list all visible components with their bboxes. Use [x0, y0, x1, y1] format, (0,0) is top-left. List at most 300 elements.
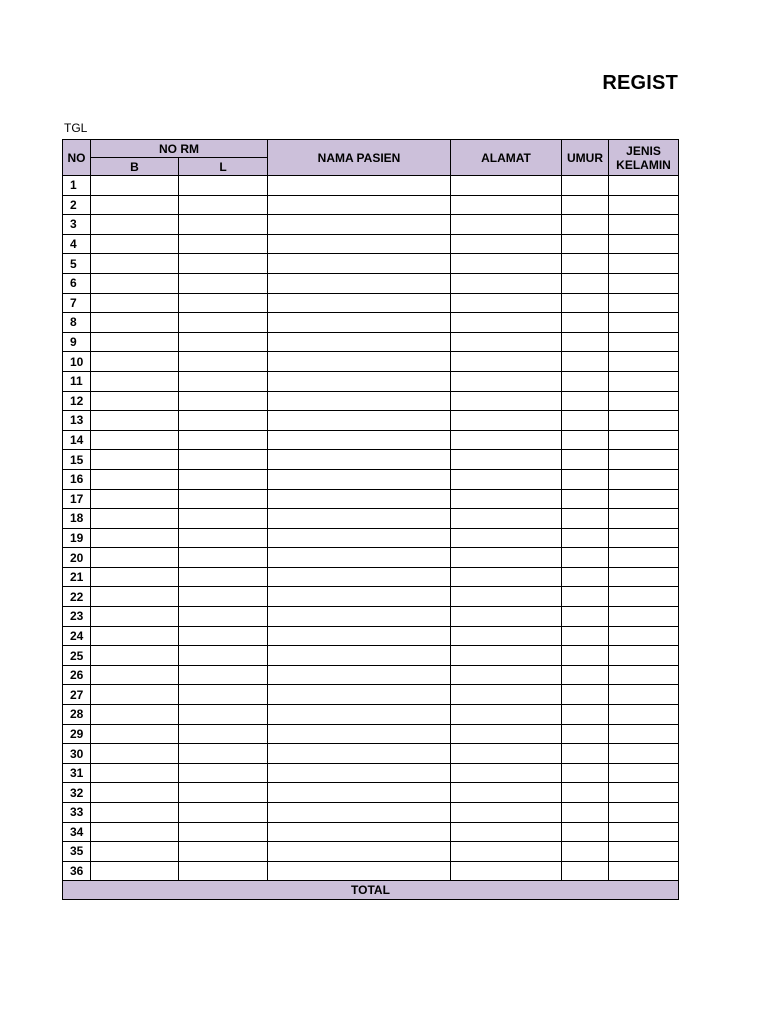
no-rm-b-cell	[91, 234, 179, 254]
umur-cell	[562, 607, 609, 627]
jenis-kelamin-cell	[609, 450, 679, 470]
nama-pasien-cell	[268, 215, 451, 235]
jenis-kelamin-cell	[609, 822, 679, 842]
no-rm-l-cell	[179, 411, 268, 431]
alamat-cell	[451, 313, 562, 333]
nama-pasien-cell	[268, 411, 451, 431]
row-number: 3	[63, 215, 91, 235]
nama-pasien-cell	[268, 705, 451, 725]
jenis-kelamin-cell	[609, 567, 679, 587]
alamat-cell	[451, 450, 562, 470]
table-row	[63, 430, 679, 450]
table-row	[63, 332, 679, 352]
no-rm-b-cell	[91, 861, 179, 881]
no-rm-b-cell	[91, 744, 179, 764]
umur-cell	[562, 430, 609, 450]
no-rm-b-cell	[91, 724, 179, 744]
alamat-cell	[451, 744, 562, 764]
row-number: 22	[63, 587, 91, 607]
header-umur: UMUR	[562, 140, 609, 176]
no-rm-b-cell	[91, 528, 179, 548]
jenis-kelamin-cell	[609, 489, 679, 509]
row-number: 29	[63, 724, 91, 744]
no-rm-b-cell	[91, 665, 179, 685]
row-number: 28	[63, 705, 91, 725]
total-row	[63, 881, 679, 900]
jenis-kelamin-cell	[609, 469, 679, 489]
no-rm-l-cell	[179, 254, 268, 274]
jenis-kelamin-cell	[609, 509, 679, 529]
row-number: 33	[63, 803, 91, 823]
table-row	[63, 215, 679, 235]
no-rm-l-cell	[179, 273, 268, 293]
alamat-cell	[451, 705, 562, 725]
table-row	[63, 352, 679, 372]
umur-cell	[562, 489, 609, 509]
umur-cell	[562, 391, 609, 411]
alamat-cell	[451, 528, 562, 548]
jenis-kelamin-cell	[609, 665, 679, 685]
nama-pasien-cell	[268, 548, 451, 568]
no-rm-b-cell	[91, 705, 179, 725]
umur-cell	[562, 822, 609, 842]
table-row	[63, 273, 679, 293]
no-rm-b-cell	[91, 567, 179, 587]
alamat-cell	[451, 352, 562, 372]
table-row	[63, 842, 679, 862]
no-rm-l-cell	[179, 783, 268, 803]
row-number: 15	[63, 450, 91, 470]
no-rm-l-cell	[179, 176, 268, 196]
alamat-cell	[451, 626, 562, 646]
jenis-kelamin-cell	[609, 371, 679, 391]
no-rm-l-cell	[179, 332, 268, 352]
table-row	[63, 724, 679, 744]
alamat-cell	[451, 489, 562, 509]
row-number: 34	[63, 822, 91, 842]
no-rm-l-cell	[179, 626, 268, 646]
nama-pasien-cell	[268, 371, 451, 391]
header-no-rm-b: B	[91, 158, 179, 176]
umur-cell	[562, 352, 609, 372]
alamat-cell	[451, 861, 562, 881]
no-rm-l-cell	[179, 607, 268, 627]
row-number: 20	[63, 548, 91, 568]
alamat-cell	[451, 195, 562, 215]
alamat-cell	[451, 685, 562, 705]
no-rm-l-cell	[179, 469, 268, 489]
row-number: 23	[63, 607, 91, 627]
alamat-cell	[451, 548, 562, 568]
nama-pasien-cell	[268, 803, 451, 823]
no-rm-b-cell	[91, 763, 179, 783]
document-title: REGIST	[602, 72, 678, 94]
header-alamat: ALAMAT	[451, 140, 562, 176]
jenis-kelamin-cell	[609, 626, 679, 646]
umur-cell	[562, 411, 609, 431]
no-rm-b-cell	[91, 509, 179, 529]
table-row	[63, 548, 679, 568]
table-row	[63, 254, 679, 274]
table-row	[63, 489, 679, 509]
nama-pasien-cell	[268, 509, 451, 529]
nama-pasien-cell	[268, 176, 451, 196]
jenis-kelamin-cell	[609, 273, 679, 293]
alamat-cell	[451, 842, 562, 862]
no-rm-b-cell	[91, 391, 179, 411]
nama-pasien-cell	[268, 861, 451, 881]
row-number: 10	[63, 352, 91, 372]
nama-pasien-cell	[268, 273, 451, 293]
row-number: 14	[63, 430, 91, 450]
table-row	[63, 469, 679, 489]
jenis-kelamin-cell	[609, 646, 679, 666]
row-number: 4	[63, 234, 91, 254]
no-rm-l-cell	[179, 548, 268, 568]
no-rm-b-cell	[91, 626, 179, 646]
alamat-cell	[451, 371, 562, 391]
nama-pasien-cell	[268, 450, 451, 470]
umur-cell	[562, 705, 609, 725]
jenis-kelamin-cell	[609, 313, 679, 333]
row-number: 24	[63, 626, 91, 646]
nama-pasien-cell	[268, 763, 451, 783]
row-number: 9	[63, 332, 91, 352]
jenis-kelamin-cell	[609, 352, 679, 372]
jenis-kelamin-cell	[609, 332, 679, 352]
jenis-kelamin-cell	[609, 803, 679, 823]
umur-cell	[562, 371, 609, 391]
umur-cell	[562, 469, 609, 489]
jenis-kelamin-cell	[609, 783, 679, 803]
table-row	[63, 528, 679, 548]
umur-cell	[562, 254, 609, 274]
row-number: 1	[63, 176, 91, 196]
table-row	[63, 234, 679, 254]
table-row	[63, 411, 679, 431]
row-number: 27	[63, 685, 91, 705]
umur-cell	[562, 744, 609, 764]
jenis-kelamin-cell	[609, 430, 679, 450]
umur-cell	[562, 803, 609, 823]
table-row	[63, 391, 679, 411]
row-number: 30	[63, 744, 91, 764]
alamat-cell	[451, 763, 562, 783]
umur-cell	[562, 528, 609, 548]
row-number: 25	[63, 646, 91, 666]
alamat-cell	[451, 273, 562, 293]
no-rm-l-cell	[179, 724, 268, 744]
table-row	[63, 665, 679, 685]
table-row	[63, 371, 679, 391]
alamat-cell	[451, 567, 562, 587]
jenis-kelamin-cell	[609, 842, 679, 862]
jenis-kelamin-cell	[609, 685, 679, 705]
jenis-kelamin-cell	[609, 763, 679, 783]
alamat-cell	[451, 391, 562, 411]
no-rm-l-cell	[179, 744, 268, 764]
nama-pasien-cell	[268, 626, 451, 646]
umur-cell	[562, 215, 609, 235]
row-number: 16	[63, 469, 91, 489]
jenis-kelamin-cell	[609, 705, 679, 725]
umur-cell	[562, 842, 609, 862]
table-row	[63, 509, 679, 529]
umur-cell	[562, 626, 609, 646]
table-row	[63, 176, 679, 196]
alamat-cell	[451, 783, 562, 803]
jenis-kelamin-cell	[609, 391, 679, 411]
table-row	[63, 626, 679, 646]
row-number: 2	[63, 195, 91, 215]
nama-pasien-cell	[268, 528, 451, 548]
umur-cell	[562, 234, 609, 254]
nama-pasien-cell	[268, 607, 451, 627]
jenis-kelamin-cell	[609, 176, 679, 196]
no-rm-b-cell	[91, 450, 179, 470]
header-jenis-kelamin: JENIS KELAMIN	[609, 140, 679, 176]
jenis-kelamin-cell	[609, 234, 679, 254]
no-rm-b-cell	[91, 411, 179, 431]
alamat-cell	[451, 293, 562, 313]
no-rm-b-cell	[91, 273, 179, 293]
row-number: 11	[63, 371, 91, 391]
jenis-kelamin-cell	[609, 548, 679, 568]
no-rm-l-cell	[179, 665, 268, 685]
nama-pasien-cell	[268, 430, 451, 450]
alamat-cell	[451, 724, 562, 744]
jenis-kelamin-cell	[609, 587, 679, 607]
no-rm-l-cell	[179, 822, 268, 842]
table-row	[63, 705, 679, 725]
alamat-cell	[451, 254, 562, 274]
umur-cell	[562, 587, 609, 607]
alamat-cell	[451, 215, 562, 235]
jenis-kelamin-cell	[609, 607, 679, 627]
alamat-cell	[451, 411, 562, 431]
row-number: 19	[63, 528, 91, 548]
table-row	[63, 685, 679, 705]
no-rm-l-cell	[179, 489, 268, 509]
row-number: 32	[63, 783, 91, 803]
row-number: 17	[63, 489, 91, 509]
umur-cell	[562, 332, 609, 352]
no-rm-l-cell	[179, 450, 268, 470]
nama-pasien-cell	[268, 469, 451, 489]
no-rm-b-cell	[91, 176, 179, 196]
no-rm-b-cell	[91, 195, 179, 215]
table-row	[63, 763, 679, 783]
jenis-kelamin-cell	[609, 411, 679, 431]
jenis-kelamin-cell	[609, 215, 679, 235]
no-rm-l-cell	[179, 215, 268, 235]
nama-pasien-cell	[268, 489, 451, 509]
alamat-cell	[451, 665, 562, 685]
table-row	[63, 313, 679, 333]
no-rm-l-cell	[179, 763, 268, 783]
header-nama-pasien: NAMA PASIEN	[268, 140, 451, 176]
no-rm-l-cell	[179, 371, 268, 391]
jenis-kelamin-cell	[609, 744, 679, 764]
no-rm-b-cell	[91, 371, 179, 391]
umur-cell	[562, 195, 609, 215]
jenis-kelamin-cell	[609, 528, 679, 548]
no-rm-l-cell	[179, 528, 268, 548]
umur-cell	[562, 273, 609, 293]
no-rm-b-cell	[91, 783, 179, 803]
row-number: 18	[63, 509, 91, 529]
umur-cell	[562, 646, 609, 666]
table-row	[63, 646, 679, 666]
header-no-rm: NO RM	[91, 140, 268, 158]
no-rm-b-cell	[91, 607, 179, 627]
register-body	[63, 176, 679, 881]
row-number: 36	[63, 861, 91, 881]
no-rm-l-cell	[179, 842, 268, 862]
nama-pasien-cell	[268, 822, 451, 842]
no-rm-b-cell	[91, 822, 179, 842]
no-rm-l-cell	[179, 705, 268, 725]
no-rm-l-cell	[179, 646, 268, 666]
row-number: 12	[63, 391, 91, 411]
no-rm-b-cell	[91, 842, 179, 862]
table-row	[63, 567, 679, 587]
umur-cell	[562, 176, 609, 196]
no-rm-l-cell	[179, 391, 268, 411]
no-rm-l-cell	[179, 509, 268, 529]
no-rm-l-cell	[179, 430, 268, 450]
nama-pasien-cell	[268, 352, 451, 372]
no-rm-l-cell	[179, 293, 268, 313]
table-row	[63, 803, 679, 823]
jenis-kelamin-cell	[609, 861, 679, 881]
umur-cell	[562, 724, 609, 744]
row-number: 35	[63, 842, 91, 862]
alamat-cell	[451, 646, 562, 666]
no-rm-b-cell	[91, 352, 179, 372]
table-row	[63, 861, 679, 881]
table-row	[63, 822, 679, 842]
umur-cell	[562, 685, 609, 705]
date-label: TGL	[64, 121, 88, 135]
table-row	[63, 607, 679, 627]
nama-pasien-cell	[268, 744, 451, 764]
header-no: NO	[63, 140, 91, 176]
no-rm-l-cell	[179, 195, 268, 215]
row-number: 26	[63, 665, 91, 685]
row-number: 31	[63, 763, 91, 783]
no-rm-l-cell	[179, 352, 268, 372]
umur-cell	[562, 450, 609, 470]
no-rm-b-cell	[91, 646, 179, 666]
no-rm-b-cell	[91, 489, 179, 509]
jenis-kelamin-cell	[609, 293, 679, 313]
table-row	[63, 293, 679, 313]
alamat-cell	[451, 469, 562, 489]
no-rm-b-cell	[91, 215, 179, 235]
nama-pasien-cell	[268, 567, 451, 587]
alamat-cell	[451, 587, 562, 607]
jenis-kelamin-cell	[609, 724, 679, 744]
nama-pasien-cell	[268, 313, 451, 333]
jenis-kelamin-cell	[609, 254, 679, 274]
no-rm-l-cell	[179, 313, 268, 333]
no-rm-l-cell	[179, 685, 268, 705]
no-rm-b-cell	[91, 587, 179, 607]
alamat-cell	[451, 234, 562, 254]
row-number: 6	[63, 273, 91, 293]
nama-pasien-cell	[268, 391, 451, 411]
nama-pasien-cell	[268, 842, 451, 862]
umur-cell	[562, 861, 609, 881]
no-rm-b-cell	[91, 803, 179, 823]
no-rm-l-cell	[179, 567, 268, 587]
no-rm-l-cell	[179, 587, 268, 607]
row-number: 7	[63, 293, 91, 313]
nama-pasien-cell	[268, 293, 451, 313]
nama-pasien-cell	[268, 195, 451, 215]
no-rm-l-cell	[179, 234, 268, 254]
row-number: 5	[63, 254, 91, 274]
nama-pasien-cell	[268, 254, 451, 274]
header-no-rm-l: L	[179, 158, 268, 176]
no-rm-b-cell	[91, 293, 179, 313]
no-rm-b-cell	[91, 548, 179, 568]
table-row	[63, 744, 679, 764]
no-rm-l-cell	[179, 803, 268, 823]
nama-pasien-cell	[268, 665, 451, 685]
nama-pasien-cell	[268, 783, 451, 803]
alamat-cell	[451, 430, 562, 450]
umur-cell	[562, 783, 609, 803]
no-rm-b-cell	[91, 685, 179, 705]
umur-cell	[562, 665, 609, 685]
umur-cell	[562, 763, 609, 783]
no-rm-l-cell	[179, 861, 268, 881]
nama-pasien-cell	[268, 685, 451, 705]
alamat-cell	[451, 509, 562, 529]
alamat-cell	[451, 607, 562, 627]
table-row	[63, 587, 679, 607]
no-rm-b-cell	[91, 332, 179, 352]
umur-cell	[562, 509, 609, 529]
jenis-kelamin-cell	[609, 195, 679, 215]
umur-cell	[562, 293, 609, 313]
no-rm-b-cell	[91, 313, 179, 333]
table-row	[63, 783, 679, 803]
table-row	[63, 195, 679, 215]
total-label: TOTAL	[63, 881, 679, 900]
nama-pasien-cell	[268, 332, 451, 352]
register-table	[62, 139, 679, 900]
row-number: 13	[63, 411, 91, 431]
alamat-cell	[451, 176, 562, 196]
umur-cell	[562, 313, 609, 333]
umur-cell	[562, 567, 609, 587]
alamat-cell	[451, 803, 562, 823]
no-rm-b-cell	[91, 430, 179, 450]
no-rm-b-cell	[91, 254, 179, 274]
nama-pasien-cell	[268, 646, 451, 666]
table-row	[63, 450, 679, 470]
row-number: 8	[63, 313, 91, 333]
nama-pasien-cell	[268, 234, 451, 254]
row-number: 21	[63, 567, 91, 587]
alamat-cell	[451, 822, 562, 842]
nama-pasien-cell	[268, 587, 451, 607]
umur-cell	[562, 548, 609, 568]
alamat-cell	[451, 332, 562, 352]
